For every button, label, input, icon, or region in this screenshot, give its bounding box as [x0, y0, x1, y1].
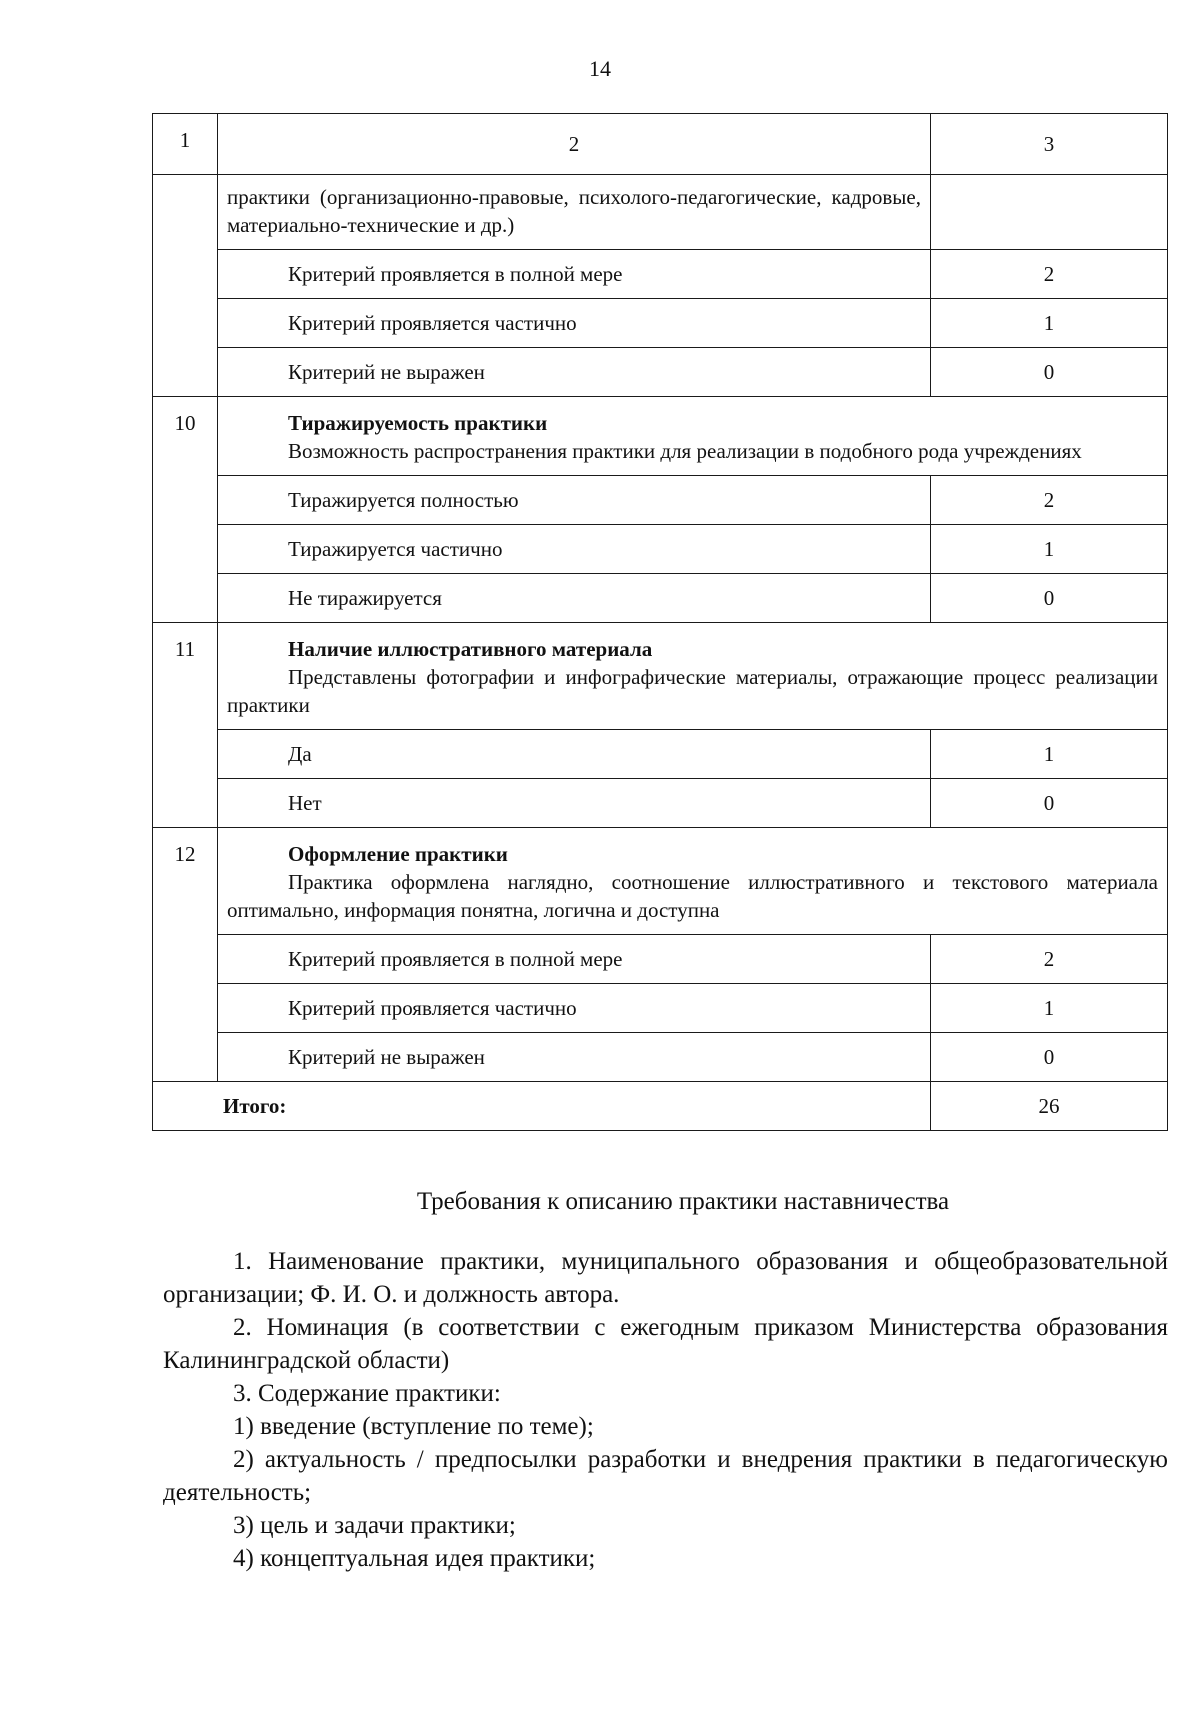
- option-score: 0: [931, 348, 1168, 397]
- criterion-description-cell: [218, 623, 1168, 730]
- table-row: [153, 574, 1168, 623]
- option-score: 2: [931, 476, 1168, 525]
- requirement-item: 1) введение (вступление по теме);: [233, 1413, 594, 1440]
- criteria-table: [152, 113, 1168, 1131]
- requirement-item: 3. Содержание практики:: [233, 1380, 501, 1407]
- table-row: [153, 175, 1168, 250]
- option-label: Критерий проявляется частично: [218, 984, 931, 1033]
- criterion-number: 10: [153, 397, 218, 623]
- option-score: 1: [931, 299, 1168, 348]
- option-label: Критерий не выражен: [218, 348, 931, 397]
- option-score: 2: [931, 935, 1168, 984]
- criterion-number-cell: [153, 175, 218, 397]
- option-label: Критерий не выражен: [218, 1033, 931, 1082]
- requirement-item: 4) концептуальная идея практики;: [233, 1545, 596, 1572]
- option-label: Тиражируется полностью: [218, 476, 931, 525]
- header-col-1: 1: [153, 114, 218, 175]
- criterion-number: 11: [153, 623, 218, 828]
- table-row: [153, 476, 1168, 525]
- table-row: [153, 779, 1168, 828]
- option-score: 1: [931, 984, 1168, 1033]
- table-row: [153, 730, 1168, 779]
- option-label: Критерий проявляется в полной мере: [218, 935, 931, 984]
- total-label: Итого:: [153, 1082, 931, 1131]
- requirement-item: 3) цель и задачи практики;: [233, 1512, 516, 1539]
- table-row: [153, 828, 1168, 935]
- option-label: Критерий проявляется в полной мере: [218, 250, 931, 299]
- criterion-description: Возможность распространения практики для реализации в подобного рода учреждениях: [288, 439, 1082, 463]
- option-label: Да: [218, 730, 931, 779]
- table-row: [153, 525, 1168, 574]
- option-label: Критерий проявляется частично: [218, 299, 931, 348]
- total-row: [153, 1082, 1168, 1131]
- table-row: [153, 1033, 1168, 1082]
- table-row: [153, 397, 1168, 476]
- table-row: [153, 623, 1168, 730]
- requirements-title: Требования к описанию практики наставничества: [416, 1188, 950, 1215]
- option-score: 0: [931, 779, 1168, 828]
- table-header-row: [153, 114, 1168, 175]
- option-score: 1: [931, 525, 1168, 574]
- criterion-description-cell: [218, 828, 1168, 935]
- header-col-2: 2: [218, 114, 931, 175]
- option-label: Не тиражируется: [218, 574, 931, 623]
- total-value: 26: [931, 1082, 1168, 1131]
- page-number: 14: [589, 56, 611, 81]
- option-label: Нет: [218, 779, 931, 828]
- table-row: [153, 250, 1168, 299]
- criterion-title: Тиражируемость практики: [288, 411, 548, 435]
- requirement-item: 2. Номинация (в соответствии с ежегодным приказом Министерства образования Калининградской области): [163, 1314, 1168, 1374]
- option-score: 2: [931, 250, 1168, 299]
- criterion-description: Практика оформлена наглядно, соотношение иллюстративного и текстового материала оптимально, информация понятна, логична и доступна: [227, 870, 1158, 922]
- header-col-3: 3: [931, 114, 1168, 175]
- score-cell: [931, 175, 1168, 250]
- criterion-number: 12: [153, 828, 218, 1082]
- option-label: Тиражируется частично: [218, 525, 931, 574]
- criterion-title: Оформление практики: [288, 842, 508, 866]
- criterion-description: Представлены фотографии и инфографические материалы, отражающие процесс реализации практики: [227, 665, 1158, 717]
- table-row: [153, 984, 1168, 1033]
- requirements-section: [163, 1185, 1168, 1575]
- option-score: 0: [931, 1033, 1168, 1082]
- criterion-continued-text: практики (организационно-правовые, психолого-педагогические, кадровые, материально-технические и др.): [218, 175, 931, 250]
- table-row: [153, 348, 1168, 397]
- option-score: 1: [931, 730, 1168, 779]
- requirement-item: 1. Наименование практики, муниципального образования и общеобразовательной организации; Ф. И. О. и должность автора.: [163, 1248, 1168, 1308]
- criterion-title: Наличие иллюстративного материала: [288, 637, 653, 661]
- table-row: [153, 299, 1168, 348]
- option-score: 0: [931, 574, 1168, 623]
- requirement-item: 2) актуальность / предпосылки разработки и внедрения практики в педагогическую деятельность;: [163, 1446, 1168, 1506]
- table-row: [153, 935, 1168, 984]
- criterion-description-cell: [218, 397, 1168, 476]
